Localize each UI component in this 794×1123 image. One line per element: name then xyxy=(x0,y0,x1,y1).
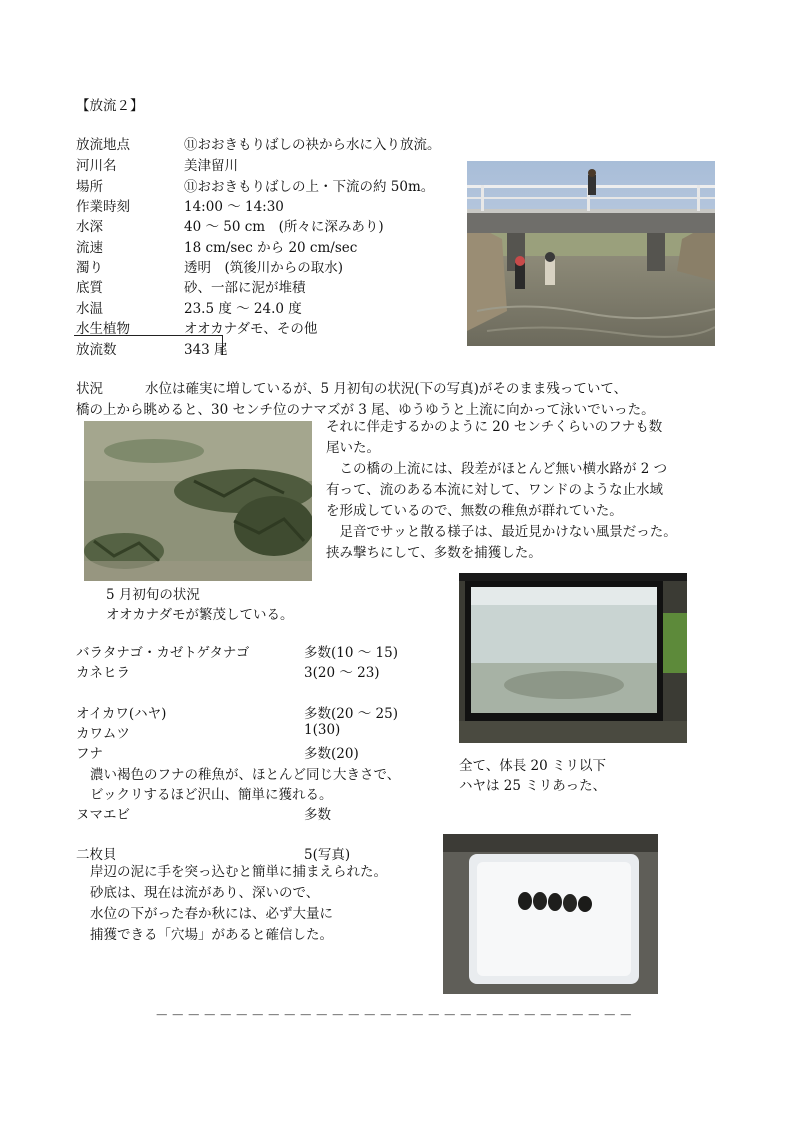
clam-photo xyxy=(443,834,658,994)
info-value: 透明 (筑後川からの取水) xyxy=(184,260,344,276)
section-heading: 【放流２】 xyxy=(76,98,144,114)
info-label: 濁り xyxy=(76,260,103,276)
tank-photo xyxy=(459,573,687,743)
info-label: 場所 xyxy=(76,179,103,195)
species-name: オイカワ(ハヤ) xyxy=(76,706,167,722)
info-label: 放流数 xyxy=(76,342,117,358)
photo-caption-line-2: オオカナダモが繁茂している。 xyxy=(106,607,294,623)
situation-label: 状況 xyxy=(76,381,103,397)
shrimp-count: 多数 xyxy=(304,807,331,823)
info-label: 流速 xyxy=(76,240,103,256)
info-label: 河川名 xyxy=(76,158,117,174)
species-count: 3(20 ～ 23) xyxy=(304,665,380,681)
species-count: 多数(20) xyxy=(304,746,359,762)
info-value: 砂、一部に泥が堆積 xyxy=(184,280,306,296)
info-value: オオカナダモ、その他 xyxy=(184,321,318,337)
text-line: 尾いた。 xyxy=(326,440,380,456)
situation-line-1: 水位は確実に増しているが、5 月初旬の状況(下の写真)がそのまま残っていて、 xyxy=(145,381,628,397)
text-line: 有って、流のある本流に対して、ワンドのような止水域 xyxy=(326,482,663,498)
info-label: 水温 xyxy=(76,301,103,317)
info-value: 美津留川 xyxy=(184,158,238,174)
photo-caption-line-1: 5 月初旬の状況 xyxy=(106,587,200,603)
species-name: フナ xyxy=(76,746,103,762)
info-value: 18 cm/sec から 20 cm/sec xyxy=(184,240,358,256)
text-line: 挟み撃ちにして、多数を捕獲した。 xyxy=(326,545,542,561)
info-value: 23.5 度 ～ 24.0 度 xyxy=(184,301,302,317)
info-value: 14:00 ～ 14:30 xyxy=(184,199,284,215)
text-line: この橋の上流には、段差がほとんど無い横水路が 2 つ xyxy=(326,461,668,477)
shrimp-name: ヌマエビ xyxy=(76,807,130,823)
tank-caption-line-2: ハヤは 25 ミリあった、 xyxy=(459,778,607,794)
text-line: それに伴走するかのように 20 センチくらいのフナも数 xyxy=(326,419,663,435)
species-count: 1(30) xyxy=(304,722,341,738)
species-name: バラタナゴ・カゼトゲタナゴ xyxy=(76,645,250,661)
info-row-release-count xyxy=(74,335,228,358)
info-label: 放流地点 xyxy=(76,137,130,153)
clam-name: 二枚貝 xyxy=(76,847,117,863)
species-count: 多数(10 ～ 15) xyxy=(304,645,398,661)
text-line: 足音でサッと散る様子は、最近見かけない風景だった。 xyxy=(326,524,677,540)
text-line: 水位の下がった春か秋には、必ず大量に xyxy=(90,906,333,922)
info-value: 343 尾 xyxy=(184,342,228,358)
tank-caption-line-1: 全て、体長 20 ミリ以下 xyxy=(459,758,606,774)
funa-note-line-2: ビックリするほど沢山、簡単に獲れる。 xyxy=(90,787,333,803)
clam-count: 5(写真) xyxy=(304,847,351,863)
info-value: 40 ～ 50 cm (所々に深みあり) xyxy=(184,219,384,235)
species-name: カネヒラ xyxy=(76,665,130,681)
text-line: 岸辺の泥に手を突っ込むと簡単に捕まえられた。 xyxy=(90,864,387,880)
info-value: ⑪おおきもりばしの上・下流の約 50m。 xyxy=(184,179,435,195)
info-value: ⑪おおきもりばしの袂から水に入り放流。 xyxy=(184,137,441,153)
funa-note-line-1: 濃い褐色のフナの稚魚が、ほとんど同じ大きさで、 xyxy=(90,767,401,783)
bridge-photo xyxy=(467,161,715,346)
text-line: 捕獲できる「穴場」があると確信した。 xyxy=(90,927,333,943)
info-label: 作業時刻 xyxy=(76,199,130,215)
info-label: 底質 xyxy=(76,280,103,296)
text-line: を形成しているので、無数の稚魚が群れていた。 xyxy=(326,503,623,519)
info-label: 水深 xyxy=(76,219,103,235)
species-name: カワムツ xyxy=(76,726,130,742)
text-line: 砂底は、現在は流があり、深いので、 xyxy=(90,885,320,901)
info-label: 水生植物 xyxy=(76,321,130,337)
section-divider: －－－－－－－－－－－－－－－－－－－－－－－－－－－－－－ xyxy=(155,1008,635,1024)
clam-note xyxy=(90,862,387,946)
early-may-photo xyxy=(84,421,312,581)
situation-right-text xyxy=(326,417,677,564)
situation-line-2: 橋の上から眺めると、30 センチ位のナマズが 3 尾、ゆうゆうと上流に向かって泳いでいった。 xyxy=(76,402,655,418)
species-count: 多数(20 ～ 25) xyxy=(304,706,398,722)
